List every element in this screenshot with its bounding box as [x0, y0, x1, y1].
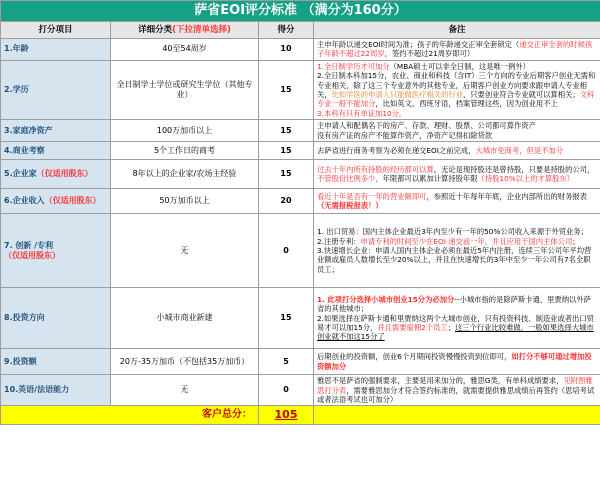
row-item: [1, 120, 111, 142]
note-segment: 后期创业的投资额，创业6个月期间投资慢慢投资到位即可，: [317, 352, 512, 362]
note-segment: 大城市免商考，但是不加分: [475, 146, 564, 156]
row-detail-select[interactable]: 全日制学士学位或研究生学位（其他专业）: [111, 60, 259, 119]
table-row: [1, 288, 600, 349]
note-segment: 2.全日制本科加15分，农业、商业和科技（含IT）三个方向的专业后期客户创业无需和专业相关，除了这三个专业意外的其他专业，后期客户创业方向要求跟申请人专业相关，: [317, 71, 596, 100]
note-segment: 如打分不够可通过增加投资额加分: [317, 352, 592, 371]
note-segment: 并且需要雇佣2个员工: [377, 322, 448, 332]
header-detail-hint: (下拉清单选择): [172, 25, 231, 35]
row-item-highlight: （仅适用股东）: [44, 196, 101, 206]
note-segment: 不管股份比例多少，: [317, 174, 383, 184]
note-segment: ，只要创业符合专业就可以算相关；: [462, 90, 580, 100]
row-score: 5: [259, 349, 314, 375]
row-detail-select[interactable]: 5个工作日的商考: [111, 142, 259, 160]
row-detail-select[interactable]: 100万加币以上: [111, 120, 259, 142]
note-segment: 文科专业一般不能加分: [317, 90, 595, 109]
row-score: 15: [259, 288, 314, 349]
row-item-label: 9.投资额: [4, 356, 37, 366]
note-segment: （无需报税报表！）: [317, 201, 383, 211]
note-segment: 去萨省进行商务考察为必须在递交EOI之前完成，: [317, 146, 476, 156]
table-row: [1, 160, 600, 189]
total-blank: [314, 406, 600, 425]
row-note: [314, 39, 600, 61]
row-note: [314, 120, 600, 142]
note-segment: 过去十年内所有持股的经历都可以算: [317, 164, 434, 174]
note-segment: 见附图雅思打分表: [317, 376, 593, 395]
row-item: [1, 288, 111, 349]
row-item: [1, 142, 111, 160]
row-item-highlight: （仅适用股东）: [4, 250, 60, 260]
note-segment: ，参照近十年每年年底，企业内部所出的财务报表: [426, 191, 587, 201]
page-title: 萨省EOI评分标准 （满分为160分）: [1, 1, 600, 22]
note-segment: 这三个行业比较难做，一般如果选择大城市创业就不加这15分了: [317, 322, 594, 342]
row-item-label: 2.学历: [4, 85, 29, 95]
row-item-label: 4.商业考察: [4, 145, 45, 155]
row-item: [1, 214, 111, 288]
row-item-highlight: （仅适用股东）: [36, 169, 93, 179]
note-segment: 比如学医的申请人只能做医疗相关的行业: [331, 90, 463, 100]
table-row: [1, 39, 600, 61]
row-item-label: 7. 创新 /专利: [4, 240, 54, 250]
note-segment: ，签约不超过21周岁即可）: [384, 49, 475, 59]
row-detail-select[interactable]: 无: [111, 375, 259, 406]
header-row: [1, 22, 600, 39]
row-note: [314, 142, 600, 160]
row-item: [1, 39, 111, 61]
row-item: [1, 160, 111, 189]
note-segment: 主申请人和配偶名下的房产、存款、理财、股票、公司都可算作资产 没有房产证的房产不能算作资产，净资产记得扣除贷款: [317, 121, 536, 140]
row-item: [1, 349, 111, 375]
row-score: 15: [259, 142, 314, 160]
row-item-label: 10.英语/法语能力: [4, 385, 70, 395]
row-detail-select[interactable]: 小城市商业新建: [111, 288, 259, 349]
title-row: [1, 1, 600, 22]
row-detail-select[interactable]: 无: [111, 214, 259, 288]
header-score: 得分: [259, 22, 314, 39]
note-segment: 申请专利的时间至少在EOI 递交前一年，并且应用于国内主体公司: [360, 236, 573, 246]
note-segment: 1.全日制学历才可加分: [317, 61, 390, 71]
header-note: 备注: [314, 22, 600, 39]
table-row: [1, 60, 600, 119]
table-row: [1, 349, 600, 375]
row-detail-select[interactable]: 8年以上的企业家/农场主经验: [111, 160, 259, 189]
header-detail: [111, 22, 259, 39]
row-score: 10: [259, 39, 314, 61]
note-segment: 主申年龄以递交EOI时间为准；孩子的年龄递交正审全套锁定（: [317, 40, 520, 49]
note-segment: ，无论是现持股还是曾持股，只要是持股的公司，: [433, 164, 595, 174]
note-segment: （MBA硕士可以非全日制，这是唯一例外）: [389, 61, 530, 71]
row-item-label: 3.家庭净资产: [4, 125, 53, 135]
row-detail-select[interactable]: 40至54周岁: [111, 39, 259, 61]
row-item-label: 6.企业收入: [4, 196, 45, 206]
row-note: [314, 160, 600, 189]
table-row: [1, 375, 600, 406]
row-score: 15: [259, 60, 314, 119]
note-segment: 1. 出口贸易：国内主体企业最近3年内至少有一年的50%公司收入来源于外贸业务； 2.注册专利：: [317, 227, 588, 246]
row-note: [314, 214, 600, 288]
row-score: 0: [259, 214, 314, 288]
note-segment: 递交正审全套的时候孩子年龄不超过22周岁: [317, 40, 593, 59]
note-segment: ；: [447, 322, 455, 332]
row-note: [314, 189, 600, 214]
row-item: [1, 60, 111, 119]
note-segment: ，比如英文，西班牙语，档案管理这些，因为创业用不上: [375, 99, 558, 109]
table-row: [1, 120, 600, 142]
note-segment: 3.本科有只有单证加10分。: [317, 108, 407, 118]
row-item-label: 8.投资方向: [4, 313, 45, 323]
row-note: [314, 60, 600, 119]
table-row: [1, 142, 600, 160]
row-item: [1, 375, 111, 406]
row-score: 20: [259, 189, 314, 214]
row-note: [314, 375, 600, 406]
note-segment: （持股10%以上的才算股东）: [477, 174, 575, 184]
note-segment: ； 3.快速增长企业：申请人国内主体企业必须在最近5年内注册，连续三年公司年平均营业额或雇员人数增长至少20%以上，并且在快速增长的3年中至少一年公司有7名全职员工；: [317, 236, 592, 274]
row-item: [1, 189, 111, 214]
row-score: 15: [259, 120, 314, 142]
row-score: 15: [259, 160, 314, 189]
row-detail-select[interactable]: 50万加币以上: [111, 189, 259, 214]
note-segment: --小城市指的是除萨斯卡通、里贾纳以外萨省的其他城市； 2.如果选择在萨斯卡通和里贾纳这两个大城市创业，只有投资科技、制造业或者出口贸易才可以加15分，: [317, 294, 594, 332]
row-note: [314, 288, 600, 349]
note-segment: 年限都可以累加计算持股年限: [382, 174, 478, 184]
row-item-label: 5.企业家: [4, 169, 37, 179]
row-item-label: 1.年龄: [4, 44, 29, 54]
table-row: [1, 214, 600, 288]
row-score: 0: [259, 375, 314, 406]
row-detail-select[interactable]: 20万-35万加币（不包括35万加币）: [111, 349, 259, 375]
note-segment: ，需要雅思加分才符合签约标准的，就需要提供雅思成绩后再签约（思培考试或者法语考试也可加分）: [317, 385, 595, 405]
note-segment: 1. 此项打分选择小城市创业15分为必加分: [317, 294, 455, 304]
header-detail-prefix: 详细分类: [138, 25, 173, 35]
table-row: [1, 189, 600, 214]
header-item: 打分项目: [1, 22, 111, 39]
note-segment: 看近十年是否有一年的营业额即可: [317, 191, 427, 201]
total-label: 客户总分：: [1, 406, 259, 425]
total-row: [1, 406, 600, 425]
note-segment: 雅思不是萨省的强制要求，主要是用来加分的，雅思G类，有单科成绩要求，: [317, 376, 564, 386]
total-value: 105: [259, 406, 314, 425]
row-note: [314, 349, 600, 375]
